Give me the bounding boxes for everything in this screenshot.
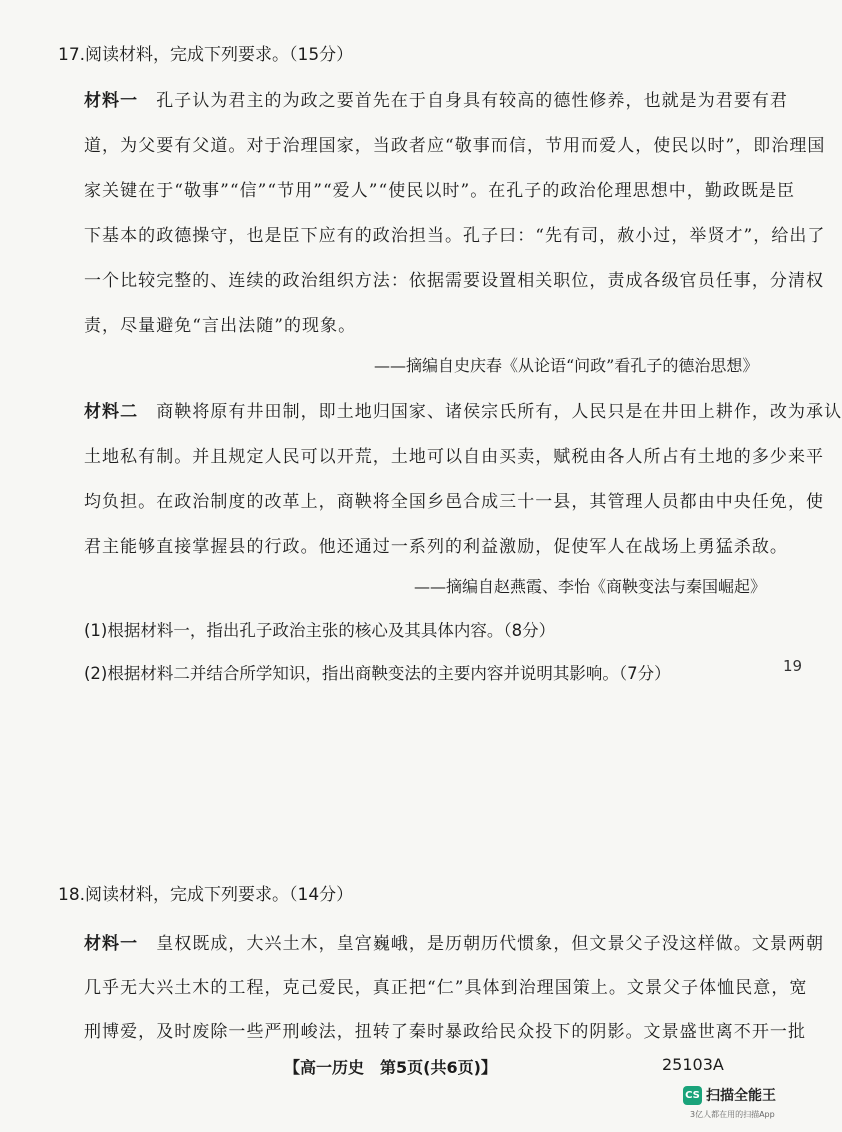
material-text: 家关键在于“敬事”“信”“节用”“爱人”“使民以时”。在孔子的政治伦理思想中，勤政既是臣 bbox=[84, 181, 796, 201]
material-text: 孔子认为君主的为政之要首先在于自身具有较高的德性修养，也就是为君要有君 bbox=[156, 91, 788, 111]
material-text: 商鞅将原有井田制，即土地归国家、诸侯宗氏所有，人民只是在井田上耕作，改为承认 bbox=[156, 402, 842, 422]
material-text: 皇权既成，大兴土木，皇宫巍峨，是历朝历代惯象，但文景父子没这样做。文景两朝 bbox=[156, 934, 825, 954]
question-17-title: 17.阅读材料，完成下列要求。（15分） bbox=[58, 45, 354, 65]
material-two-line-1 bbox=[84, 397, 842, 422]
material-text: 几乎无大兴土木的工程，克己爱民，真正把“仁”具体到治理国策上。文景父子体恤民意，宽 bbox=[84, 978, 808, 998]
material-text: 道，为父要有父道。对于治理国家，当政者应“敬事而信，节用而爱人，使民以时”，即治理国 bbox=[84, 136, 826, 156]
watermark-tagline: 3亿人都在用的扫描App bbox=[690, 1110, 775, 1119]
material-one-label: 材料一 bbox=[84, 934, 139, 954]
side-page-number: 19 bbox=[783, 657, 803, 675]
page-footer-label: 【高一历史 第5页(共6页)】 bbox=[284, 1058, 497, 1077]
material-text: 君主能够直接掌握县的行政。他还通过一系列的利益激励，促使军人在战场上勇猛杀敌。 bbox=[84, 537, 788, 557]
watermark-name: 扫描全能王 bbox=[706, 1088, 776, 1104]
material-text: 责，尽量避免“言出法随”的现象。 bbox=[84, 316, 357, 336]
material-text: 刑博爱，及时废除一些严刑峻法，扭转了秦时暴政给民众投下的阴影。文景盛世离不开一批 bbox=[84, 1022, 806, 1042]
material-two-source: ——摘编自赵燕霞、李怡《商鞅变法与秦国崛起》 bbox=[414, 577, 767, 596]
sub-question-1: (1)根据材料一，指出孔子政治主张的核心及其具体内容。（8分） bbox=[84, 621, 556, 640]
material-text: 土地私有制。并且规定人民可以开荒，土地可以自由买卖，赋税由各人所占有土地的多少来平 bbox=[84, 447, 825, 467]
q18-material-one-line-1 bbox=[84, 929, 824, 954]
scanner-watermark bbox=[683, 1085, 776, 1105]
material-one-label: 材料一 bbox=[84, 91, 139, 111]
material-text: 一个比较完整的、连续的政治组织方法：依据需要设置相关职位，责成各级官员任事，分清权 bbox=[84, 271, 825, 291]
material-one-line-1 bbox=[84, 86, 788, 111]
exam-code: 25103A bbox=[662, 1055, 724, 1074]
material-two-label: 材料二 bbox=[84, 402, 139, 422]
material-one-source: ——摘编自史庆春《从论语“问政”看孔子的德治思想》 bbox=[374, 356, 759, 375]
question-18-title: 18.阅读材料，完成下列要求。（14分） bbox=[58, 885, 354, 905]
material-text: 均负担。在政治制度的改革上，商鞅将全国乡邑合成三十一县，其管理人员都由中央任免，使 bbox=[84, 492, 825, 512]
material-text: 下基本的政德操守，也是臣下应有的政治担当。孔子曰：“先有司，赦小过，举贤才”，给出了 bbox=[84, 226, 826, 246]
camscanner-icon: CS bbox=[683, 1086, 702, 1105]
sub-question-2: (2)根据材料二并结合所学知识，指出商鞅变法的主要内容并说明其影响。（7分） bbox=[84, 664, 671, 683]
